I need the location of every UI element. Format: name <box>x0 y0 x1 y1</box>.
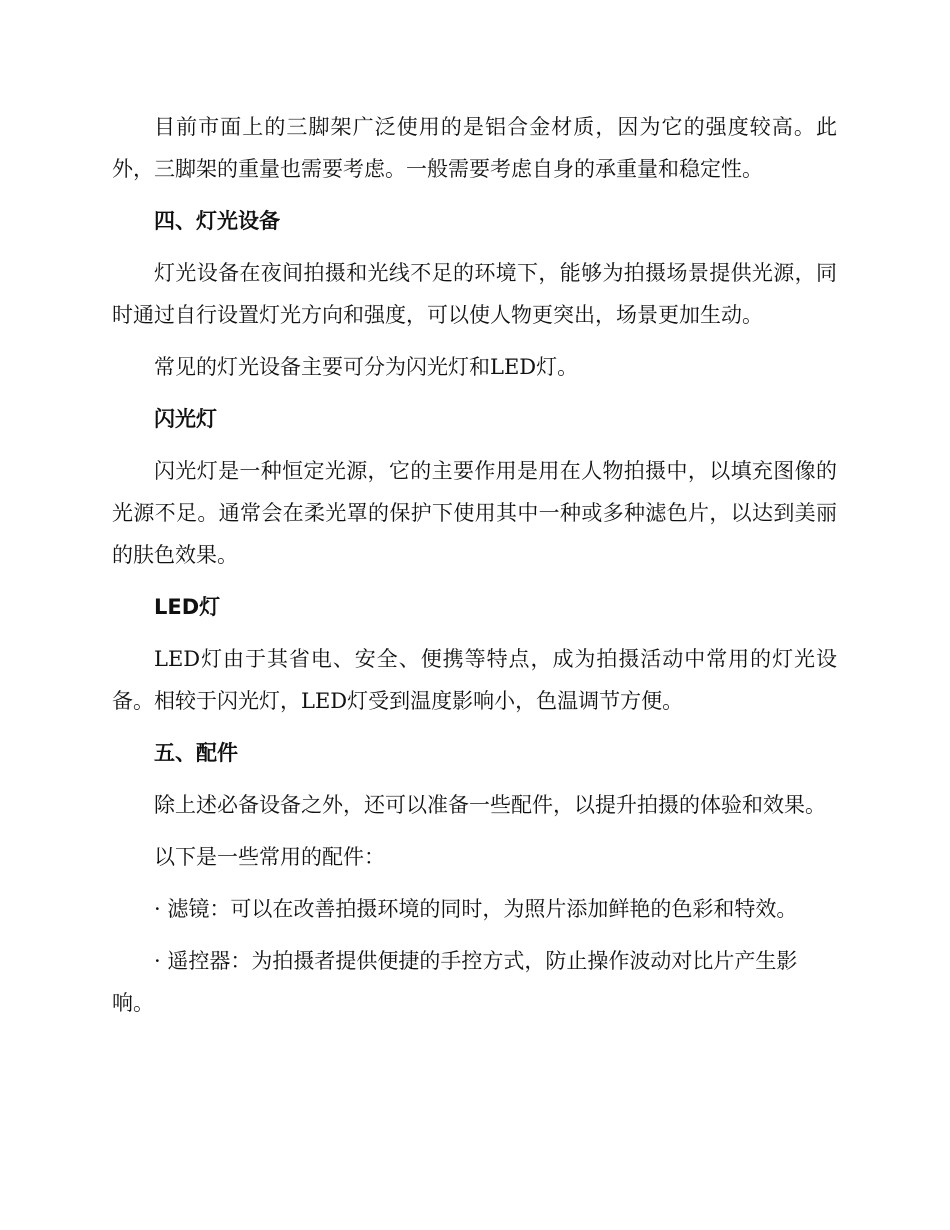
heading-flash: 闪光灯 <box>154 407 217 431</box>
list-item-remote: · 遥控器：为拍摄者提供便捷的手控方式，防止操作波动对比片产生影响。 <box>112 949 798 1015</box>
list-item-filter: · 滤镜：可以在改善拍摄环境的同时，为照片添加鲜艳的色彩和特效。 <box>154 897 798 921</box>
heading-accessories: 五、配件 <box>154 741 238 765</box>
paragraph-accessories-intro: 除上述必备设备之外，还可以准备一些配件，以提升拍摄的体验和效果。 <box>154 793 826 817</box>
paragraph-tripod-material: 目前市面上的三脚架广泛使用的是铝合金材质，因为它的强度较高。此外，三脚架的重量也需要考虑。一般需要考虑自身的承重量和稳定性。 <box>112 115 837 181</box>
paragraph-flash: 闪光灯是一种恒定光源，它的主要作用是用在人物拍摄中，以填充图像的光源不足。通常会在柔光罩的保护下使用其中一种或多种滤色片，以达到美丽的肤色效果。 <box>112 459 837 567</box>
paragraph-accessories-list-intro: 以下是一些常用的配件： <box>154 845 385 869</box>
paragraph-led: LED灯由于其省电、安全、便携等特点，成为拍摄活动中常用的灯光设备。相较于闪光灯，LED灯受到温度影响小，色温调节方便。 <box>112 647 837 713</box>
paragraph-lighting-types: 常见的灯光设备主要可分为闪光灯和LED灯。 <box>154 355 579 379</box>
heading-lighting-equipment: 四、灯光设备 <box>154 209 280 233</box>
paragraph-lighting-intro: 灯光设备在夜间拍摄和光线不足的环境下，能够为拍摄场景提供光源，同时通过自行设置灯光方向和强度，可以使人物更突出，场景更加生动。 <box>112 261 837 327</box>
heading-led: LED灯 <box>154 595 221 619</box>
document-body <box>112 106 837 1034</box>
